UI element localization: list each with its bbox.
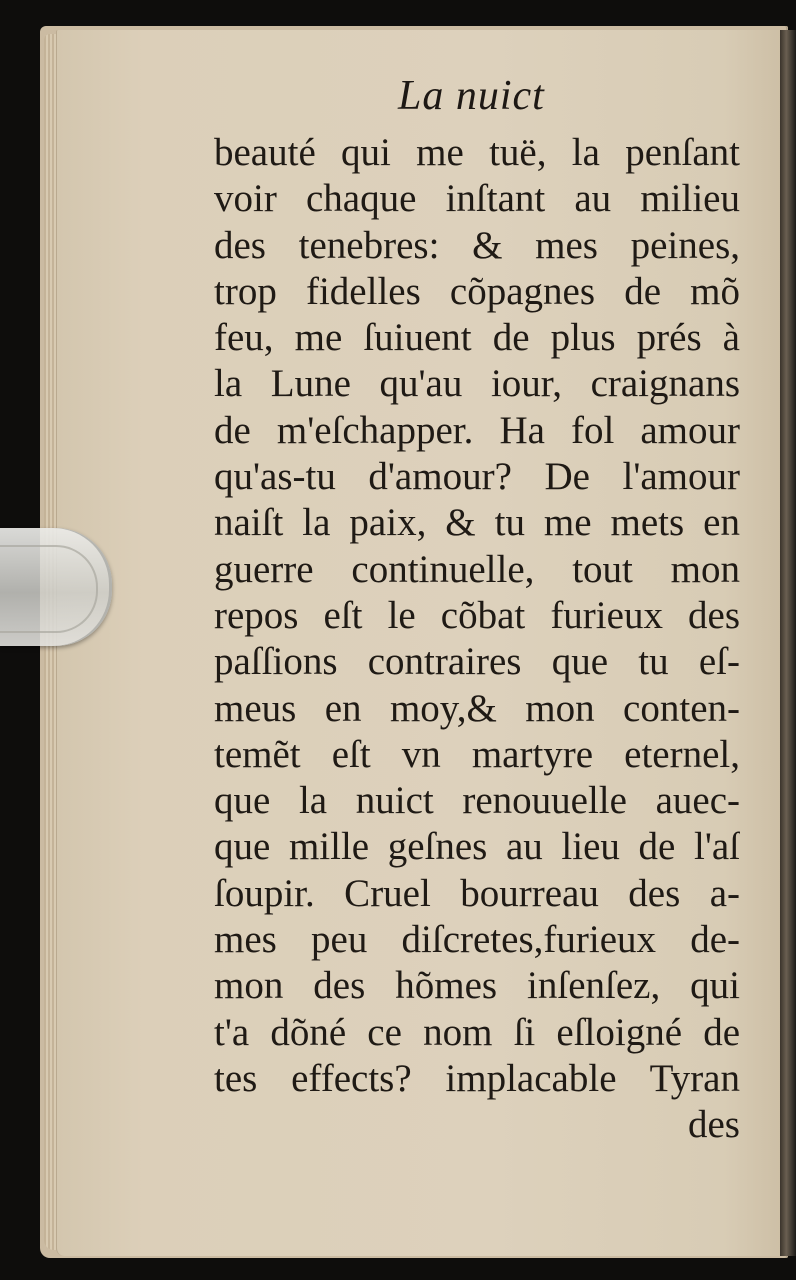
text-line: que mille geſnes au lieu de l'aſ: [214, 825, 740, 869]
text-line: ſoupir. Cruel bourreau des a-: [214, 871, 740, 915]
text-line: meus en moy,& mon conten-: [214, 686, 740, 730]
text-line: de m'eſchapper. Ha fol amour: [214, 408, 740, 452]
text-line: voir chaque inſtant au milieu: [214, 177, 740, 221]
text-line: des tenebres: & mes peines,: [214, 223, 740, 267]
text-line: guerre continuelle, tout mon: [214, 547, 740, 591]
text-line: mes peu diſcretes,furieux de-: [214, 918, 740, 962]
book-gutter: [780, 30, 796, 1256]
body-text: [214, 130, 740, 1149]
text-line: repos eſt le cõbat furieux des: [214, 593, 740, 637]
text-line: tes effects? implacable Tyran: [214, 1056, 740, 1100]
text-line: la Lune qu'au iour, craignans: [214, 362, 740, 406]
page-clip-outline: [0, 545, 98, 633]
text-line: feu, me ſuiuent de plus prés à: [214, 316, 740, 360]
text-line: que la nuict renouuelle auec-: [214, 779, 740, 823]
text-line: mon des hõmes inſenſez, qui: [214, 964, 740, 1008]
text-line: trop fidelles cõpagnes de mõ: [214, 269, 740, 313]
text-line: qu'as-tu d'amour? De l'amour: [214, 455, 740, 499]
text-line: paſſions contraires que tu eſ-: [214, 640, 740, 684]
text-line: t'a dõné ce nom ſi eſloigné de: [214, 1010, 740, 1054]
catchword: des: [688, 1103, 740, 1147]
text-line: naiſt la paix, & tu me mets en: [214, 501, 740, 545]
running-header: La nuict: [398, 73, 545, 119]
text-line: temẽt eſt vn martyre eternel,: [214, 732, 740, 776]
text-line: beauté qui me tuë, la penſant: [214, 131, 740, 174]
